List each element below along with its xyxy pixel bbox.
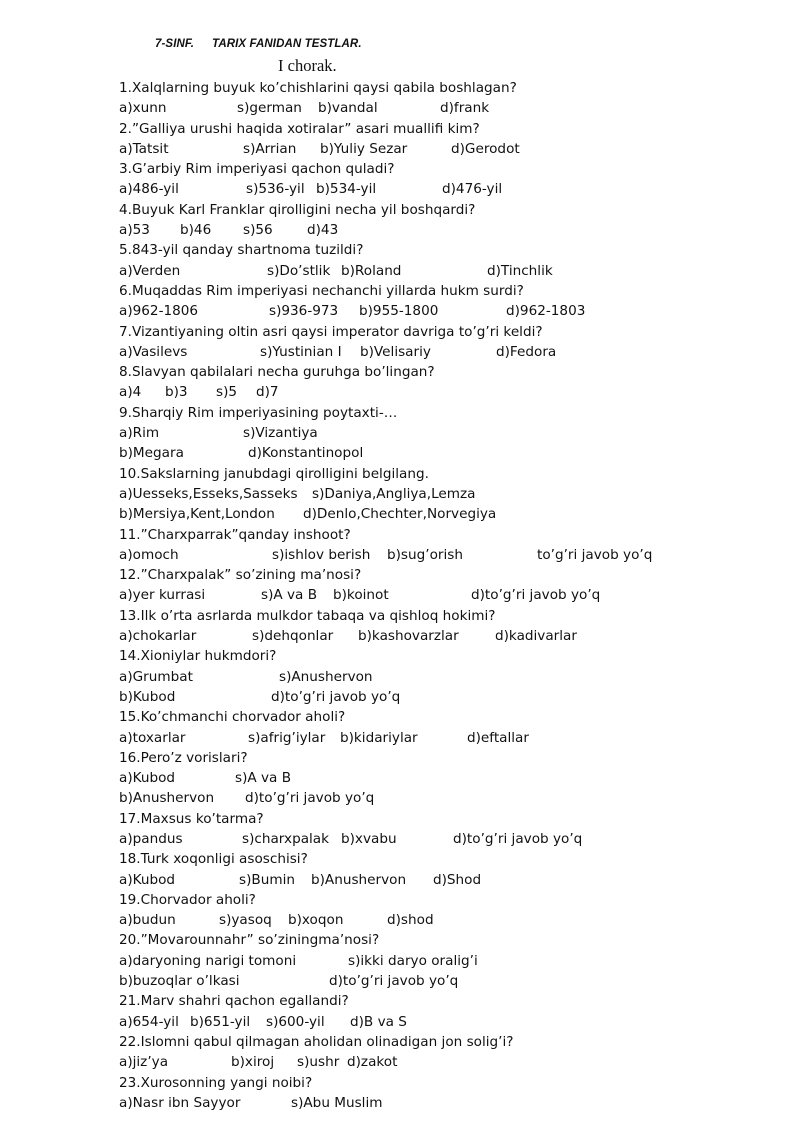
question-text: 3.G’arbiy Rim imperiyasi qachon quladi? (119, 161, 395, 178)
answer-option: s)A va B (261, 587, 318, 604)
question-text: 7.Vizantiyaning oltin asri qaysi imperator davriga to’g’ri keldi? (119, 323, 543, 340)
answer-option: a)654-yil (119, 1013, 179, 1030)
question-text: 11.”Charxparrak”qanday inshoot? (119, 526, 351, 543)
answer-option: b)3 (165, 384, 188, 401)
answer-option: s)dehqonlar (252, 628, 334, 645)
answer-option: s)600-yil (266, 1013, 325, 1030)
answer-option: a)Rim (119, 425, 160, 442)
document-header (155, 38, 362, 50)
answer-option: s)536-yil (246, 181, 305, 198)
question-text: 16.Pero’z vorislari? (119, 749, 248, 766)
answer-option: d)Fedora (496, 343, 557, 360)
question-text: 4.Buyuk Karl Franklar qirolligini necha yil boshqardi? (119, 201, 476, 218)
answer-option: d)zakot (347, 1054, 398, 1071)
answer-option: a)budun (119, 912, 176, 929)
answer-option: a)omoch (119, 546, 179, 563)
answer-option: s)ushr (297, 1054, 340, 1071)
answer-option: b)Kubod (119, 688, 176, 705)
question-text: 22.Islomni qabul qilmagan aholidan olinadigan jon solig’i? (119, 1033, 514, 1050)
answer-option: d)476-yil (442, 181, 503, 198)
answer-option: a)Nasr ibn Sayyor (119, 1094, 241, 1111)
answer-option: d)962-1803 (506, 303, 586, 320)
answer-option: d)Shod (433, 871, 482, 888)
answer-option: s)5 (216, 384, 238, 401)
question-text: 18.Turk xoqonligi asoschisi? (119, 851, 308, 868)
answer-option: d)to’g’ri javob yo’q (453, 830, 583, 847)
answer-option: a)486-yil (119, 181, 179, 198)
answer-option: s)ikki daryo oralig’i (348, 952, 478, 969)
answer-option: s)german (237, 100, 302, 117)
answer-option: s)charxpalak (242, 830, 330, 847)
answer-option: d)to’g’ri javob yo’q (329, 973, 459, 990)
answer-option: s)Anushervon (279, 668, 373, 685)
answer-option: b)kidariylar (340, 729, 418, 746)
answer-option: a)Tatsit (119, 140, 169, 157)
answer-option: s)A va B (235, 770, 292, 787)
answer-option: b)xvabu (341, 830, 397, 847)
answer-option: d)43 (307, 222, 339, 239)
question-text: 23.Xurosonning yangi noibi? (119, 1074, 313, 1091)
answer-option: d)Denlo,Chechter,Norvegiya (303, 506, 497, 523)
question-text: 1.Xalqlarning buyuk ko’chishlarini qaysi qabila boshlagan? (119, 80, 517, 96)
question-text: 6.Muqaddas Rim imperiyasi nechanchi yillarda hukm surdi? (119, 282, 524, 299)
answer-option: b)Megara (119, 445, 184, 462)
question-text: 5.843-yil qanday shartnoma tuzildi? (119, 242, 364, 259)
answer-option: s)Daniya,Angliya,Lemza (312, 485, 476, 502)
answer-option: d)Tinchlik (487, 262, 553, 279)
question-text: 8.Slavyan qabilalari necha guruhga bo’lingan? (119, 364, 435, 381)
question-text: 21.Marv shahri qachon egallandi? (119, 993, 349, 1010)
subject-title: TARIX FANIDAN TESTLAR. (212, 38, 362, 50)
answer-option: a)pandus (119, 830, 183, 847)
answer-option: s)Vizantiya (243, 425, 318, 442)
answer-option: d)to’g’ri javob yo’q (245, 790, 375, 807)
grade-label: 7-SINF. (155, 38, 195, 50)
answer-option: b)534-yil (316, 181, 377, 198)
answer-option: d)Gerodot (451, 140, 520, 157)
answer-option: b)Anushervon (119, 790, 215, 807)
answer-option: d)frank (440, 100, 490, 117)
answer-option: s)Do’stlik (267, 262, 331, 279)
answer-option: b)vandal (318, 100, 378, 117)
answer-option: b)sug’orish (387, 546, 463, 563)
answer-option: b)kashovarzlar (358, 628, 459, 645)
answer-option: s)Arrian (243, 140, 297, 157)
answer-option: a)chokarlar (119, 628, 197, 645)
answer-option: to’g’ri javob yo’q (537, 546, 653, 563)
answer-option: b)651-yil (190, 1013, 251, 1030)
answer-option: b)xoqon (288, 912, 344, 929)
answer-option: a)Vasilevs (119, 343, 188, 360)
answer-option: b)955-1800 (359, 303, 439, 320)
quarter-subtitle: I chorak. (278, 56, 337, 75)
answer-option: a)Kubod (119, 770, 176, 787)
question-text: 2.”Galliya urushi haqida xotiralar” asari muallifi kim? (119, 120, 480, 137)
answer-option: d)to’g’ri javob yo’q (271, 688, 401, 705)
answer-option: b)koinot (333, 587, 389, 604)
answer-option: a)53 (119, 222, 150, 239)
answer-option: a)Verden (119, 262, 181, 279)
question-text: 17.Maxsus ko’tarma? (119, 810, 264, 827)
answer-option: a)962-1806 (119, 303, 199, 320)
answer-option: a)Kubod (119, 871, 176, 888)
question-text: 12.”Charxpalak” so’zining ma’nosi? (119, 567, 362, 584)
question-text: 19.Chorvador aholi? (119, 891, 256, 908)
answer-option: a)jiz’ya (119, 1054, 169, 1071)
answer-option: a)yer kurrasi (119, 587, 206, 604)
answer-option: b)46 (180, 222, 212, 239)
answer-option: d)eftallar (467, 729, 529, 746)
answer-option: d)7 (256, 384, 279, 401)
answer-option: a)Uesseks,Esseks,Sasseks (119, 485, 298, 502)
question-text: 15.Ko’chmanchi chorvador aholi? (119, 709, 346, 726)
answer-option: s)Yustinian I (260, 343, 342, 360)
answer-option: a)xunn (119, 100, 167, 117)
answer-option: d)B va S (350, 1013, 407, 1030)
answer-option: s)936-973 (269, 303, 339, 320)
answer-option: s)ishlov berish (272, 546, 371, 563)
answer-option: a)daryoning narigi tomoni (119, 952, 297, 969)
answer-option: s)yasoq (219, 912, 272, 929)
answer-option: a)toxarlar (119, 729, 186, 746)
question-text: 20.”Movarounnahr” so’ziningma’nosi? (119, 932, 380, 949)
question-text: 13.Ilk o’rta asrlarda mulkdor tabaqa va qishloq hokimi? (119, 607, 496, 624)
answer-option: b)Mersiya,Kent,London (119, 506, 275, 523)
question-text: 10.Sakslarning janubdagi qirolligini belgilang. (119, 465, 429, 482)
answer-option: b)Anushervon (311, 871, 407, 888)
answer-option: s)Bumin (239, 871, 295, 888)
answer-option: b)xiroj (231, 1054, 275, 1071)
answer-option: s)Abu Muslim (291, 1094, 383, 1111)
answer-option: d)shod (387, 912, 434, 929)
answer-option: s)afrig’iylar (248, 729, 326, 746)
question-text: 9.Sharqiy Rim imperiyasining poytaxti-… (119, 404, 398, 421)
answer-option: a)Grumbat (119, 668, 193, 685)
answer-option: s)56 (243, 222, 273, 239)
question-text: 14.Xioniylar hukmdori? (119, 648, 277, 665)
answer-option: d)kadivarlar (495, 628, 577, 645)
answer-option: b)Roland (341, 262, 402, 279)
answer-option: a)4 (119, 384, 142, 401)
answer-option: b)Velisariy (360, 343, 431, 360)
answer-option: d)to’g’ri javob yo’q (471, 587, 601, 604)
answer-option: b)buzoqlar o’lkasi (119, 973, 240, 990)
answer-option: b)Yuliy Sezar (320, 140, 408, 157)
answer-option: d)Konstantinopol (248, 445, 364, 462)
